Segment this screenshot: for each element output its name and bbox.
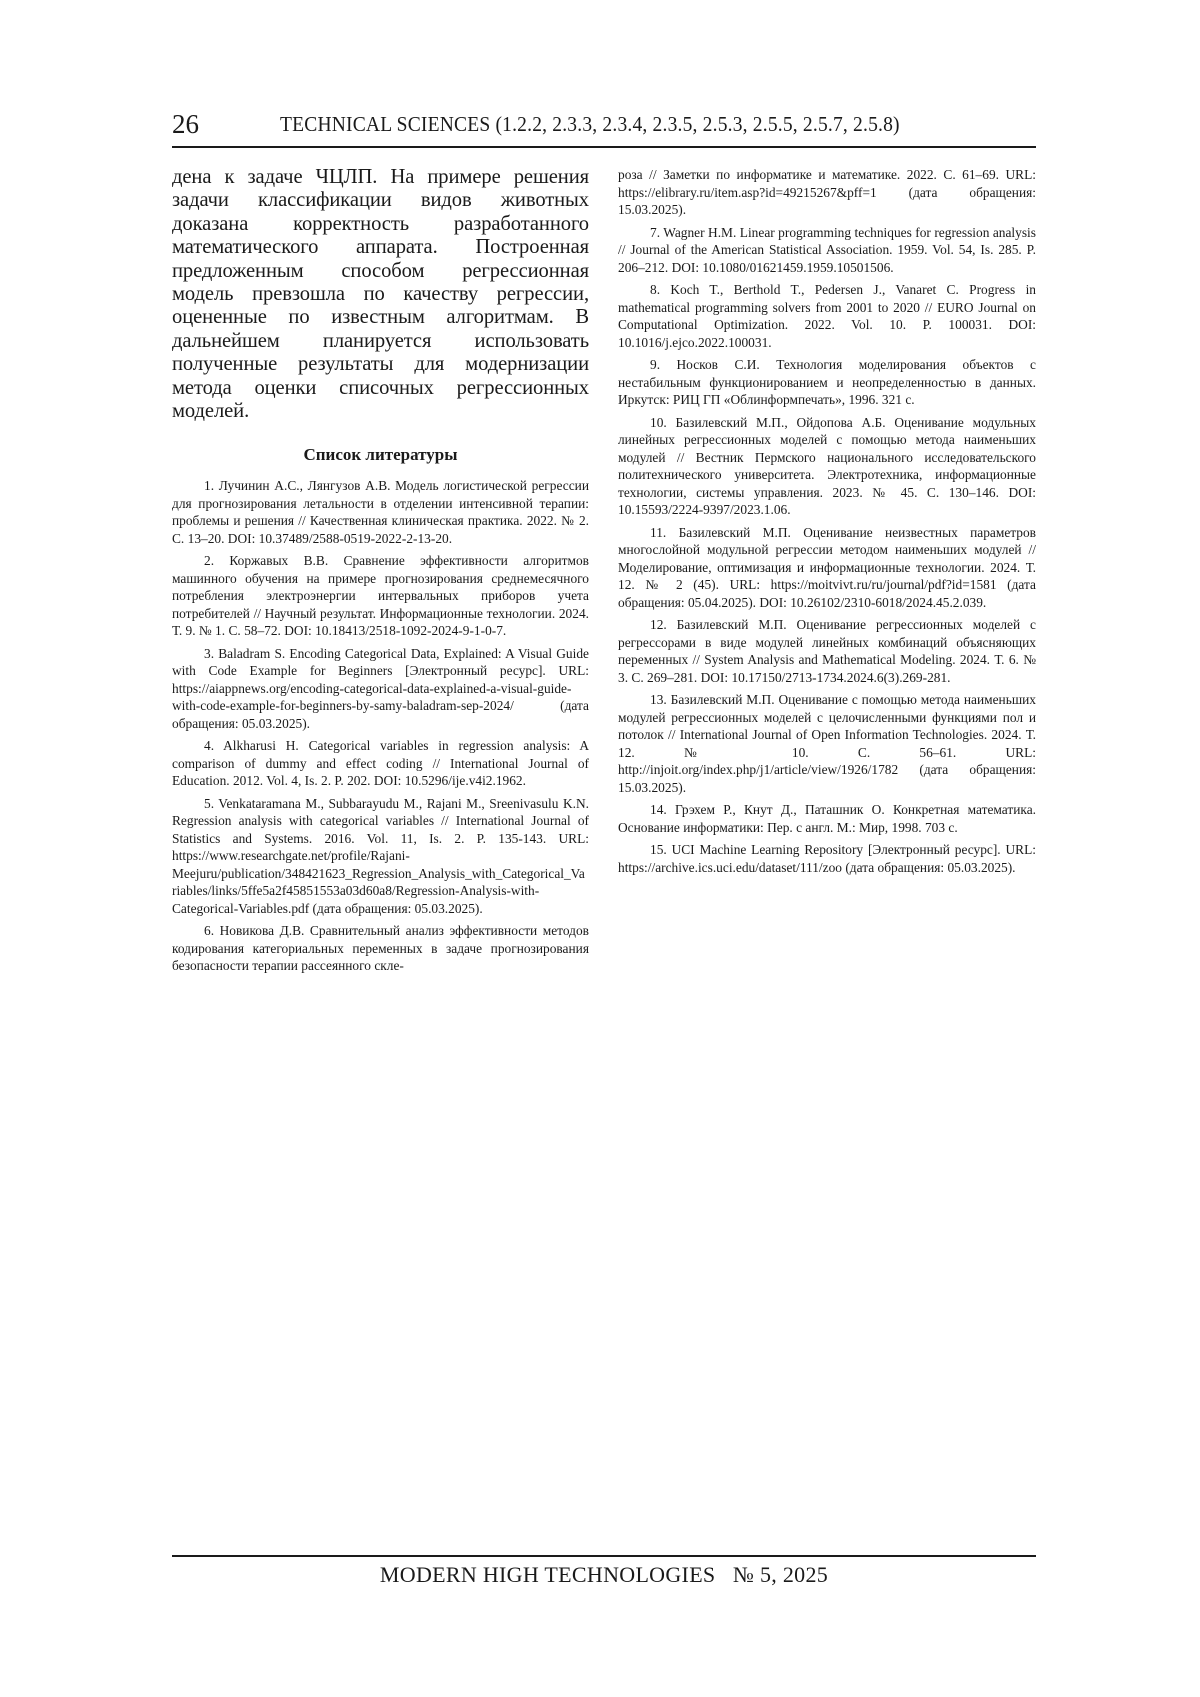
references-list-left bbox=[172, 477, 589, 975]
left-column bbox=[172, 166, 589, 980]
reference-item: 5. Venkataramana M., Subbarayudu M., Rajani M., Sreenivasulu K.N. Regression analysis with categorical variables // International Journal of Statistics and Systems. 2016. Vol. 11, Is. 2. P. 135-143. URL: https://www.researchgate.net/profile/Rajani-Meejuru/publication/348421623_Regression_Analysis_with_Categorical_Variables/links/5ffe5a2f45851553a03d60a8/Regression-Analysis-with-Categorical-Variables.pdf (дата обращения: 05.03.2025). bbox=[172, 795, 589, 916]
reference-item: 3. Baladram S. Encoding Categorical Data, Explained: A Visual Guide with Code Example for Beginners [Электронный ресурс]. URL: https://aiappnews.org/encoding-categorical-data-explained-a-visual-guide-with-code-example-for-beginners-by-samy-baladram-sep-2024/ (дата обращения: 05.03.2025). bbox=[172, 645, 589, 731]
references-list-right bbox=[618, 166, 1036, 876]
reference-item: 15. UCI Machine Learning Repository [Электронный ресурс]. URL: https://archive.ics.uci.edu/dataset/111/zoo (дата обращения: 05.03.2025). bbox=[618, 842, 1036, 875]
reference-item: 9. Носков С.И. Технология моделирования объектов с нестабильным функционированием и неопределенностью в данных. Иркутск: РИЦ ГП «Облинформпечать», 1996. 321 с. bbox=[618, 357, 1036, 407]
reference-item: 11. Базилевский М.П. Оценивание неизвестных параметров многослойной модульной регрессии методом наименьших модулей // Моделирование, оптимизация и информационные технологии. 2024. Т. 12. № 2 (45). URL: https://moitvivt.ru/ru/journal/pdf?id=1581 (дата обращения: 05.04.2025). DOI: 10.26102/2310-6018/2024.45.2.039. bbox=[618, 524, 1036, 610]
running-footer bbox=[172, 1561, 1036, 1589]
reference-item: 13. Базилевский М.П. Оценивание с помощью метода наименьших модулей регрессионных моделей с целочисленными функциями пол и потолок // International Journal of Open Information Technologies. 2024. Т. 12. № 10. С. 56–61. URL: http://injoit.org/index.php/j1/article/view/1926/1782 (дата обращения: 15.03.2025). bbox=[618, 692, 1036, 795]
reference-item: 12. Базилевский М.П. Оценивание регрессионных моделей с регрессорами в виде модулей линейных комбинаций объясняющих переменных // System Analysis and Mathematical Modeling. 2024. Т. 6. № 3. С. 269–281. DOI: 10.17150/2713-1734.2024.6(3).269-281. bbox=[618, 617, 1036, 685]
reference-item: 14. Грэхем Р., Кнут Д., Паташник О. Конкретная математика. Основание информатики: Пер. с англ. М.: Мир, 1998. 703 с. bbox=[618, 802, 1036, 835]
reference-item: 4. Alkharusi H. Categorical variables in regression analysis: A comparison of dummy and effect coding // International Journal of Education. 2012. Vol. 4, Is. 2. P. 202. DOI: 10.5296/ije.v4i2.1962. bbox=[172, 738, 589, 789]
reference-item: 6. Новикова Д.В. Сравнительный анализ эффективности методов кодирования категориальных переменных в задаче прогнозирования безопасности терапии рассеянного скле- bbox=[172, 923, 589, 974]
reference-item: 7. Wagner H.M. Linear programming techniques for regression analysis // Journal of the American Statistical Association. 1959. Vol. 54, Is. 285. P. 206–212. DOI: 10.1080/01621459.1959.10501506. bbox=[618, 224, 1036, 275]
reference-item: 8. Koch T., Berthold T., Pedersen J., Vanaret C. Progress in mathematical programming solvers from 2001 to 2020 // EURO Journal on Computational Optimization. 2022. Vol. 10. P. 100031. DOI: 10.1016/j.ejco.2022.100031. bbox=[618, 282, 1036, 350]
reference-item: 10. Базилевский М.П., Ойдопова А.Б. Оценивание модульных линейных регрессионных моделей с помощью метода наименьших модулей // Вестник Пермского национального исследовательского политехнического университета. Электротехника, информационные технологии, системы управления. 2023. № 45. С. 130–146. DOI: 10.15593/2224-9397/2023.1.06. bbox=[618, 414, 1036, 517]
reference-item: 1. Лучинин А.С., Лянгузов А.В. Модель логистической регрессии для прогнозирования летальности в отделении интенсивной терапии: проблемы и решения // Качественная клиническая практика. 2022. № 2. С. 13–20. DOI: 10.37489/2588-0519-2022-2-13-20. bbox=[172, 478, 589, 546]
right-column bbox=[618, 166, 1036, 881]
journal-name: MODERN HIGH TECHNOLOGIES bbox=[379, 1562, 716, 1587]
reference-item: 2. Коржавых В.В. Сравнение эффективности алгоритмов машинного обучения на примере прогнозирования среднемесячного потребления электроэнергии интервальных приборов учета потребителей // Научный результат. Информационные технологии. 2024. Т. 9. № 1. С. 58–72. DOI: 10.18413/2518-1092-2024-9-1-0-7. bbox=[172, 553, 589, 639]
footer-rule bbox=[172, 1555, 1036, 1557]
running-header bbox=[172, 106, 1036, 148]
references-heading: Список литературы bbox=[303, 445, 458, 465]
conclusion-paragraph: дена к задаче ЧЦЛП. На примере решения задачи классификации видов животных доказана корректность разработанного математического аппарата. Построенная предложенным способом регрессионная модель превзошла по качеству регрессии, оцененные по известным алгоритмам. В дальнейшем планируется использовать полученные результаты для модернизации метода оценки списочных регрессионных моделей. bbox=[172, 166, 589, 423]
page-number: 26 bbox=[172, 109, 199, 139]
reference-continuation: роза // Заметки по информатике и математике. 2022. С. 61–69. URL: https://elibrary.ru/item.asp?id=49215267&pff=1 (дата обращения: 15.03.2025). bbox=[618, 167, 1036, 217]
issue-number: № 5, 2025 bbox=[732, 1562, 829, 1587]
section-title: TECHNICAL SCIENCES (1.2.2, 2.3.3, 2.3.4, 2.3.5, 2.5.3, 2.5.5, 2.5.7, 2.5.8) bbox=[280, 112, 900, 136]
